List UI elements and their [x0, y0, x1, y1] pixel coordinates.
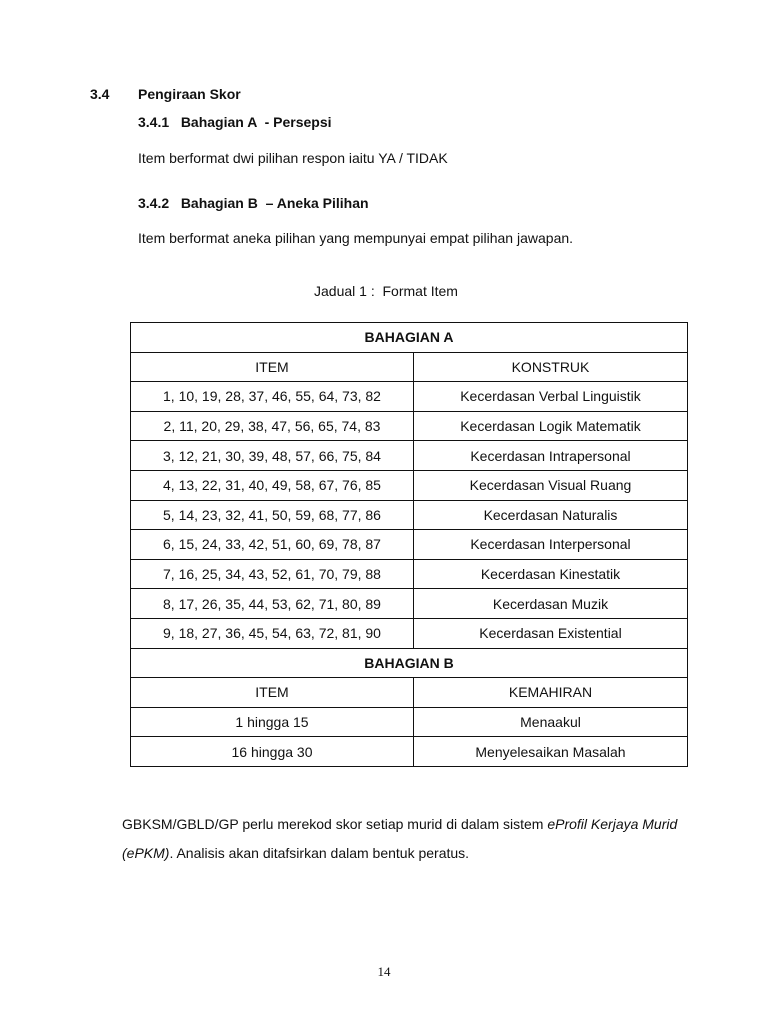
table-row	[131, 441, 688, 471]
table-caption: Jadual 1 : Format Item	[314, 283, 458, 299]
konstruk-cell: Kecerdasan Intrapersonal	[414, 441, 688, 471]
item-cell: 7, 16, 25, 34, 43, 52, 61, 70, 79, 88	[131, 559, 414, 589]
closing-paragraph: GBKSM/GBLD/GP perlu merekod skor setiap murid di dalam sistem eProfil Kerjaya Murid (ePKM). Analisis akan ditafsirkan dalam bentuk peratus.	[122, 816, 678, 861]
konstruk-cell: Kecerdasan Interpersonal	[414, 530, 688, 560]
item-cell: 9, 18, 27, 36, 45, 54, 63, 72, 81, 90	[131, 618, 414, 648]
table-row	[131, 411, 688, 441]
konstruk-cell: Kecerdasan Logik Matematik	[414, 411, 688, 441]
table-row	[131, 589, 688, 619]
konstruk-cell: Kecerdasan Verbal Linguistik	[414, 382, 688, 412]
subsection-heading-b	[138, 195, 369, 211]
page-number: 14	[377, 964, 391, 979]
item-cell: 3, 12, 21, 30, 39, 48, 57, 66, 75, 84	[131, 441, 414, 471]
column-header-konstruk: KONSTRUK	[414, 352, 688, 382]
table-row	[131, 618, 688, 648]
table-row	[131, 530, 688, 560]
table-row	[131, 559, 688, 589]
column-header-item: ITEM	[131, 352, 414, 382]
column-header-item: ITEM	[131, 678, 414, 708]
table-row	[131, 707, 688, 737]
subsection-title-a: Bahagian A - Persepsi	[180, 114, 332, 130]
konstruk-cell: Kecerdasan Muzik	[414, 589, 688, 619]
table-section-heading-a	[131, 323, 688, 353]
table-section-heading-b	[131, 648, 688, 678]
kemahiran-cell: Menyelesaikan Masalah	[414, 737, 688, 767]
format-item-table	[130, 322, 688, 767]
subsection-number-a: 3.4.1	[138, 114, 170, 130]
table-row	[131, 382, 688, 412]
kemahiran-cell: Menaakul	[414, 707, 688, 737]
column-header-kemahiran: KEMAHIRAN	[414, 678, 688, 708]
subsection-title-b: Bahagian B – Aneka Pilihan	[180, 195, 369, 211]
konstruk-cell: Kecerdasan Kinestatik	[414, 559, 688, 589]
item-cell: 5, 14, 23, 32, 41, 50, 59, 68, 77, 86	[131, 500, 414, 530]
item-cell: 2, 11, 20, 29, 38, 47, 56, 65, 74, 83	[131, 411, 414, 441]
table-heading-cell: BAHAGIAN A	[131, 323, 688, 353]
item-cell: 4, 13, 22, 31, 40, 49, 58, 67, 76, 85	[131, 470, 414, 500]
konstruk-cell: Kecerdasan Naturalis	[414, 500, 688, 530]
format-item-table-body	[131, 323, 688, 767]
table-column-header-row	[131, 352, 688, 382]
subsection-number-b: 3.4.2	[138, 195, 170, 211]
subsection-heading-a	[138, 114, 332, 130]
subsection-text-a: Item berformat dwi pilihan respon iaitu YA / TIDAK	[138, 150, 448, 166]
table-row	[131, 500, 688, 530]
section-title: Pengiraan Skor	[138, 86, 241, 102]
item-cell: 6, 15, 24, 33, 42, 51, 60, 69, 78, 87	[131, 530, 414, 560]
konstruk-cell: Kecerdasan Existential	[414, 618, 688, 648]
subsection-text-b: Item berformat aneka pilihan yang mempunyai empat pilihan jawapan.	[138, 230, 574, 246]
item-cell: 1, 10, 19, 28, 37, 46, 55, 64, 73, 82	[131, 382, 414, 412]
section-number: 3.4	[90, 86, 110, 102]
table-row	[131, 737, 688, 767]
item-cell: 16 hingga 30	[131, 737, 414, 767]
konstruk-cell: Kecerdasan Visual Ruang	[414, 470, 688, 500]
table-heading-cell: BAHAGIAN B	[131, 648, 688, 678]
item-cell: 1 hingga 15	[131, 707, 414, 737]
table-row	[131, 470, 688, 500]
closing-italic-text: eProfil Kerjaya Murid (ePKM)	[122, 816, 678, 861]
item-cell: 8, 17, 26, 35, 44, 53, 62, 71, 80, 89	[131, 589, 414, 619]
table-column-header-row	[131, 678, 688, 708]
